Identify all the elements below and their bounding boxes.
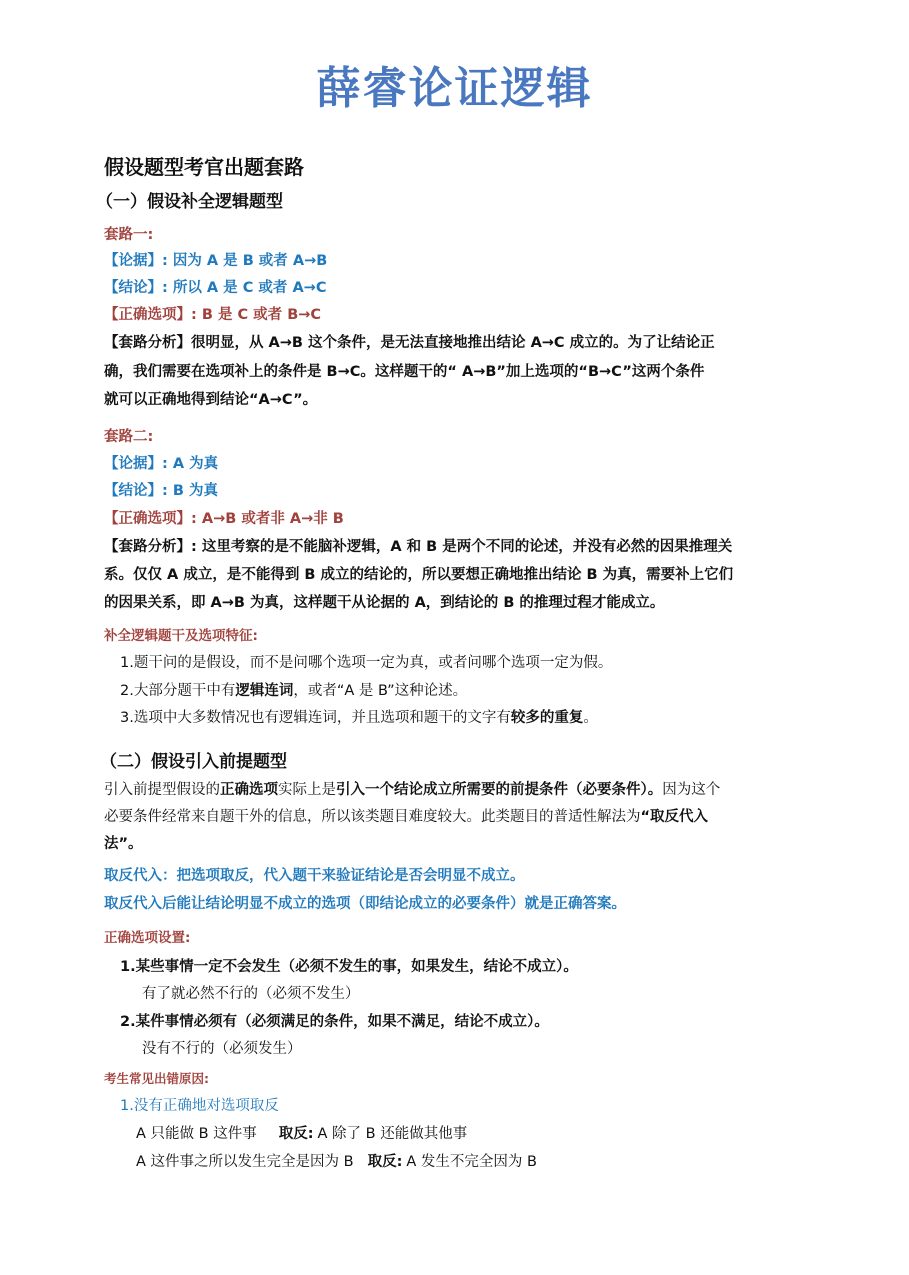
example-original: A 这件事之所以发生完全是因为 B [136,1154,354,1170]
intro-line [104,805,708,826]
feature-emphasis: 逻辑连词 [235,683,294,699]
feature-text: 3.选项中大多数情况也有逻辑连词，并且选项和题干的文字有 [120,710,511,726]
feature-text: 。 [583,710,598,726]
example-original: A 只能做 B 这件事 [136,1126,257,1142]
example-negation-label: 取反: [367,1154,403,1170]
intro-text: 必要条件经常来自题干外的信息，所以该类题目难度较大。此类题目的普适性解法为 [104,809,641,825]
part2-heading: （二）假设引入前提题型 [100,752,287,772]
routine2-premise: 【论据】: A 为真 [104,456,219,472]
setting-item: 2.某件事情必须有（必须满足的条件，如果不满足，结论不成立）。 [120,1014,549,1030]
setting-note: 没有不行的（必须发生） [142,1041,302,1057]
features-label: 补全逻辑题干及选项特征: [104,628,258,644]
error-example [136,1150,537,1171]
routine2-label: 套路二: [104,429,154,445]
part1-heading: （一）假设补全逻辑题型 [96,192,283,212]
example-negation: A 发生不完全因为 B [406,1154,537,1170]
routine1-answer: 【正确选项】: B 是 C 或者 B→C [104,307,322,323]
example-negation-label: 取反: [278,1126,314,1142]
section-title: 假设题型考官出题套路 [104,155,304,179]
feature-item: 1.题干问的是假设，而不是问哪个选项一定为真，或者问哪个选项一定为假。 [120,655,613,671]
feature-text: 2.大部分题干中有 [120,683,236,699]
feature-text: ，或者“A 是 B”这种论述。 [293,683,468,699]
setting-label: 正确选项设置: [104,930,191,946]
routine2-analysis-line: 系。仅仅 A 成立，是不能得到 B 成立的结论的，所以要想正确地推出结论 B 为真，需要补上它们 [104,567,734,583]
routine1-analysis-line: 【套路分析】很明显，从 A→B 这个条件，是无法直接地推出结论 A→C 成立的。为了让结论正 [104,335,715,351]
routine1-analysis-line: 确，我们需要在选项补上的条件是 B→C。这样题干的“ A→B”加上选项的“B→C”这两个条件 [104,364,705,380]
method-line: 取反代入：把选项取反，代入题干来验证结论是否会明显不成立。 [104,868,525,884]
page-title: 薛睿论证逻辑 [316,63,593,114]
routine1-premise: 【论据】: 因为 A 是 B 或者 A→B [104,253,328,269]
feature-item [120,706,598,727]
routine2-analysis-line: 【套路分析】: 这里考察的是不能脑补逻辑，A 和 B 是两个不同的论述，并没有必然的因果推理关 [104,539,733,555]
error-item: 1.没有正确地对选项取反 [120,1098,279,1114]
setting-item: 1.某些事情一定不会发生（必须不发生的事，如果发生，结论不成立）。 [120,959,578,975]
intro-line: 法”。 [104,836,143,852]
method-line: 取反代入后能让结论明显不成立的选项（即结论成立的必要条件）就是正确答案。 [104,896,626,912]
intro-emphasis: 正确选项 [220,782,278,798]
intro-text: 实际上是 [278,782,336,798]
intro-text: 引入前提型假设的 [104,782,220,798]
feature-item [120,679,467,700]
feature-emphasis: 较多的重复 [510,710,584,726]
intro-line [104,778,720,799]
intro-emphasis: 引入一个结论成立所需要的前提条件（必要条件）。 [336,782,663,798]
example-negation: A 除了 B 还能做其他事 [317,1126,468,1142]
setting-note: 有了就必然不行的（必须不发生） [142,986,360,1002]
routine2-analysis-line: 的因果关系，即 A→B 为真，这样题干从论据的 A，到结论的 B 的推理过程才能成立。 [104,595,665,611]
routine1-analysis-line: 就可以正确地得到结论“A→C”。 [104,392,318,408]
error-example [136,1122,467,1143]
routine1-label: 套路一: [104,227,154,243]
errors-label: 考生常见出错原因: [104,1071,209,1086]
intro-emphasis: “取反代入 [640,809,709,825]
intro-text: 因为这个 [662,782,721,798]
routine2-answer: 【正确选项】: A→B 或者非 A→非 B [104,511,344,527]
routine1-conclusion: 【结论】: 所以 A 是 C 或者 A→C [104,280,327,296]
routine2-conclusion: 【结论】: B 为真 [104,483,218,499]
